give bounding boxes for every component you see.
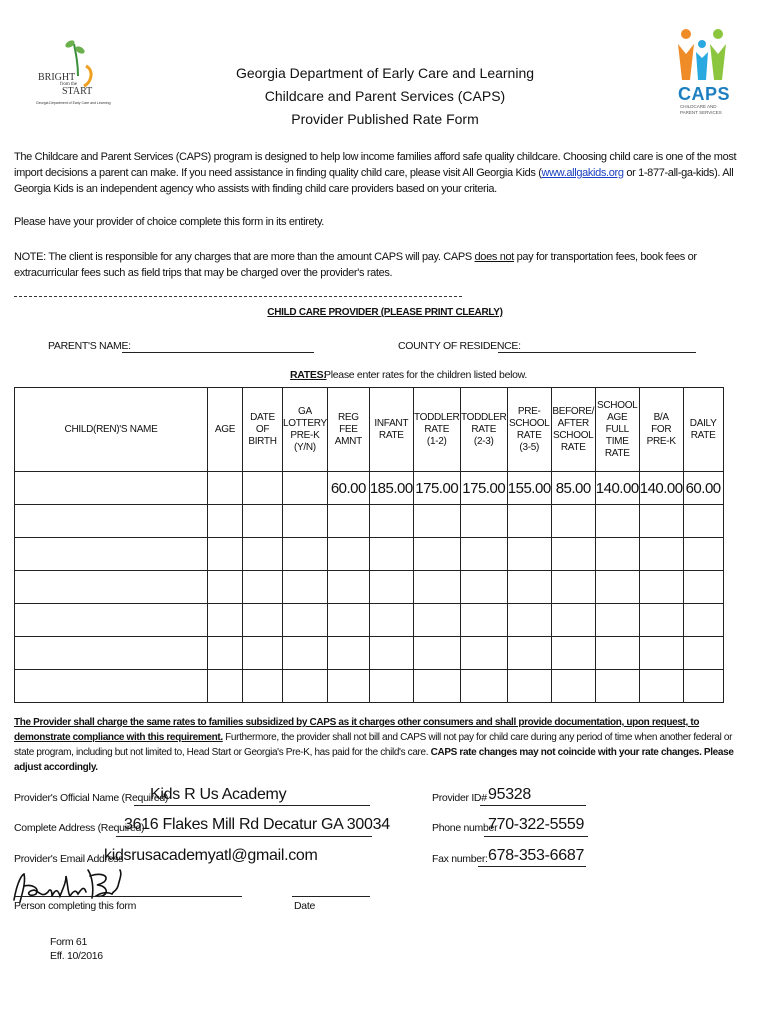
intro-text-2: or 1-877-all-ga-kids). All Georgia Kids is an independent agency who assists with finding child care providers based on your criteria. [14, 167, 734, 195]
table-cell[interactable] [413, 505, 460, 538]
table-cell[interactable] [208, 538, 243, 571]
table-cell[interactable] [507, 670, 551, 703]
provider-id-field[interactable] [480, 805, 586, 806]
table-row [15, 505, 724, 538]
note-paragraph [14, 249, 754, 281]
table-cell[interactable] [327, 505, 369, 538]
col-preschool: PRE- SCHOOL RATE (3-5) [507, 388, 551, 472]
fax-label: Fax number: [432, 853, 488, 865]
table-cell[interactable] [683, 604, 723, 637]
table-cell[interactable] [595, 604, 639, 637]
caps-logo-sub2: PARENT SERVICES [680, 110, 722, 115]
policy-bold-end: CAPS rate changes may not coincide with your rate changes. Please adjust accordingly. [14, 747, 734, 773]
logo-text-bright: BRIGHT [38, 72, 76, 83]
table-cell[interactable]: 185.00 [369, 472, 413, 505]
col-reg-fee: REG FEE AMNT [327, 388, 369, 472]
fax-field[interactable] [478, 866, 586, 867]
table-cell[interactable] [369, 505, 413, 538]
county-label: COUNTY OF RESIDENCE: [398, 340, 521, 352]
col-ba-prek: B/A FOR PRE-K [639, 388, 683, 472]
dashed-separator [14, 296, 462, 297]
table-cell[interactable]: 60.00 [683, 472, 723, 505]
table-cell[interactable] [243, 670, 283, 703]
table-cell[interactable] [460, 538, 507, 571]
col-infant-rate: INFANT RATE [369, 388, 413, 472]
table-cell[interactable] [460, 505, 507, 538]
policy-note [14, 715, 754, 775]
table-cell[interactable] [15, 637, 208, 670]
note-does-not: does not [474, 251, 514, 263]
table-cell[interactable] [208, 604, 243, 637]
table-cell[interactable] [413, 637, 460, 670]
table-cell[interactable] [413, 670, 460, 703]
provider-name-label: Provider's Official Name (Required) [14, 792, 169, 804]
table-cell[interactable] [639, 571, 683, 604]
form-number: Form 61 [50, 936, 87, 948]
table-cell[interactable]: 60.00 [327, 472, 369, 505]
title-line-1: Georgia Department of Early Care and Learning [235, 65, 535, 81]
fax-value: 678-353-6687 [488, 847, 585, 864]
col-dob: DATE OF BIRTH [243, 388, 283, 472]
table-cell[interactable] [639, 505, 683, 538]
caps-logo-name: CAPS [678, 84, 731, 104]
table-cell[interactable] [15, 472, 208, 505]
logo-text-from-the: from the [60, 82, 78, 87]
table-cell[interactable] [208, 472, 243, 505]
table-cell[interactable] [595, 538, 639, 571]
table-cell[interactable] [413, 604, 460, 637]
table-cell[interactable] [507, 538, 551, 571]
table-cell[interactable] [15, 670, 208, 703]
table-cell[interactable]: 155.00 [507, 472, 551, 505]
table-cell[interactable] [683, 670, 723, 703]
table-cell[interactable] [369, 571, 413, 604]
logo-text-start: START [62, 86, 93, 97]
table-cell[interactable]: 175.00 [460, 472, 507, 505]
col-child-name: CHILD(REN)'S NAME [15, 388, 208, 472]
table-cell[interactable] [208, 670, 243, 703]
table-cell[interactable] [283, 637, 328, 670]
col-daily-rate: DAILY RATE [683, 388, 723, 472]
table-cell[interactable] [551, 637, 595, 670]
policy-bold-underlined: The Provider shall charge the same rates to families subsidized by CAPS as it charges other consumers and shall provide documentation, upon request, to demonstrate compliance with this requirement. [14, 717, 700, 743]
table-cell[interactable] [595, 505, 639, 538]
phone-value: 770-322-5559 [488, 816, 585, 833]
table-cell[interactable] [639, 637, 683, 670]
table-cell[interactable] [551, 505, 595, 538]
table-row [15, 670, 724, 703]
table-row [15, 538, 724, 571]
policy-normal: Furthermore, the provider shall not bill and CAPS will not pay for child care during any period of time when another federal or state program, including but not limited to, Head Start or Georgia's Pre-K, has paid for the child's care. [14, 732, 733, 758]
table-cell[interactable] [683, 571, 723, 604]
table-cell[interactable] [283, 571, 328, 604]
table-cell[interactable] [551, 571, 595, 604]
table-cell[interactable] [683, 505, 723, 538]
table-cell[interactable] [327, 571, 369, 604]
table-cell[interactable] [283, 670, 328, 703]
table-cell[interactable] [460, 670, 507, 703]
table-cell[interactable] [208, 505, 243, 538]
table-row [15, 604, 724, 637]
table-cell[interactable] [283, 505, 328, 538]
table-header-row [15, 388, 724, 472]
table-row [15, 472, 724, 505]
col-ga-lottery: GA LOTTERY PRE-K (Y/N) [283, 388, 328, 472]
table-cell[interactable] [507, 571, 551, 604]
provider-id-value: 95328 [488, 786, 531, 803]
effective-date: Eff. 10/2016 [50, 950, 103, 962]
table-cell[interactable] [460, 571, 507, 604]
provider-name-field[interactable] [134, 805, 370, 806]
table-cell[interactable] [327, 538, 369, 571]
table-cell[interactable] [507, 637, 551, 670]
table-cell[interactable] [283, 538, 328, 571]
table-cell[interactable] [507, 505, 551, 538]
table-cell[interactable] [551, 604, 595, 637]
table-cell[interactable] [551, 670, 595, 703]
table-cell[interactable]: 85.00 [551, 472, 595, 505]
signature-field[interactable] [14, 896, 242, 897]
table-cell[interactable] [369, 604, 413, 637]
note-text-2: pay for transportation fees, book fees or extracurricular fees such as field trips that may be charged over the provider's rates. [14, 251, 697, 279]
col-before-after: BEFORE/ AFTER SCHOOL RATE [551, 388, 595, 472]
table-cell[interactable] [551, 538, 595, 571]
table-cell[interactable] [460, 637, 507, 670]
title-line-2: Childcare and Parent Services (CAPS) [264, 88, 506, 104]
table-cell[interactable] [639, 538, 683, 571]
col-age: AGE [208, 388, 243, 472]
table-cell[interactable] [683, 538, 723, 571]
person-completing-label: Person completing this form [14, 900, 137, 912]
col-toddler-1-2: TODDLER RATE (1-2) [413, 388, 460, 472]
table-cell[interactable] [595, 571, 639, 604]
col-toddler-2-3: TODDLER RATE (2-3) [460, 388, 507, 472]
table-cell[interactable] [243, 637, 283, 670]
title-line-3: Provider Published Rate Form [291, 111, 479, 127]
email-value: kidsrusacademyatl@gmail.com [104, 847, 318, 864]
table-cell[interactable]: 140.00 [639, 472, 683, 505]
email-label: Provider's Email Address [14, 853, 124, 865]
date-label: Date [294, 900, 315, 912]
table-cell[interactable] [243, 604, 283, 637]
table-cell[interactable] [413, 571, 460, 604]
intro-text-1: The Childcare and Parent Services (CAPS) program is designed to help low income families afford safe quality childcare. Choosing child care is one of the most import decisions a parent can make. If you need assistance in finding quality child care, please visit All Georgia Kids ( [14, 151, 737, 179]
table-row [15, 571, 724, 604]
table-cell[interactable] [683, 637, 723, 670]
rate-table [14, 387, 724, 703]
logo-subtext: Georgia Department of Early Care and Learning [36, 101, 111, 105]
table-cell[interactable] [413, 538, 460, 571]
table-cell[interactable] [595, 637, 639, 670]
provider-id-label: Provider ID# [432, 792, 487, 804]
note-text-1: NOTE: The client is responsible for any charges that are more than the amount CAPS will pay. CAPS [14, 251, 475, 263]
table-cell[interactable] [639, 670, 683, 703]
instruction-paragraph: Please have your provider of choice complete this form in its entirety. [14, 216, 324, 228]
table-cell[interactable] [639, 604, 683, 637]
table-cell[interactable] [15, 571, 208, 604]
table-cell[interactable] [15, 604, 208, 637]
table-cell[interactable] [460, 604, 507, 637]
table-cell[interactable] [208, 571, 243, 604]
table-cell[interactable] [327, 637, 369, 670]
rates-instruction: Please enter rates for the children listed below. [324, 369, 528, 381]
provider-name-value: Kids R Us Academy [150, 786, 287, 803]
table-cell[interactable] [369, 637, 413, 670]
rates-label: RATES: [290, 369, 327, 381]
table-cell[interactable] [243, 571, 283, 604]
address-value: 3616 Flakes Mill Rd Decatur GA 30034 [124, 816, 390, 833]
table-cell[interactable] [283, 604, 328, 637]
parent-name-label: PARENT'S NAME: [48, 340, 131, 352]
table-cell[interactable] [327, 604, 369, 637]
phone-field[interactable] [484, 836, 588, 837]
table-cell[interactable] [243, 538, 283, 571]
caps-logo-sub1: CHILDCARE AND [680, 104, 717, 109]
table-cell[interactable] [369, 538, 413, 571]
intro-paragraph [14, 149, 754, 197]
table-cell[interactable] [327, 670, 369, 703]
table-cell[interactable]: 140.00 [595, 472, 639, 505]
table-cell[interactable] [283, 472, 328, 505]
address-label: Complete Address (Required) [14, 822, 145, 834]
table-row [15, 637, 724, 670]
table-cell[interactable] [15, 505, 208, 538]
table-cell[interactable] [369, 670, 413, 703]
date-field[interactable] [292, 896, 370, 897]
parent-name-field[interactable] [122, 352, 314, 353]
table-cell[interactable] [243, 472, 283, 505]
county-field[interactable] [498, 352, 696, 353]
table-cell[interactable] [15, 538, 208, 571]
table-cell[interactable]: 175.00 [413, 472, 460, 505]
table-cell[interactable] [507, 604, 551, 637]
phone-label: Phone number [432, 822, 498, 834]
address-field[interactable] [116, 836, 372, 837]
section-heading: CHILD CARE PROVIDER (PLEASE PRINT CLEARLY) [267, 307, 503, 318]
allgakids-link[interactable]: www.allgakids.org [541, 167, 624, 179]
col-school-age: SCHOOL AGE FULL TIME RATE [595, 388, 639, 472]
table-cell[interactable] [243, 505, 283, 538]
table-cell[interactable] [595, 670, 639, 703]
table-cell[interactable] [208, 637, 243, 670]
